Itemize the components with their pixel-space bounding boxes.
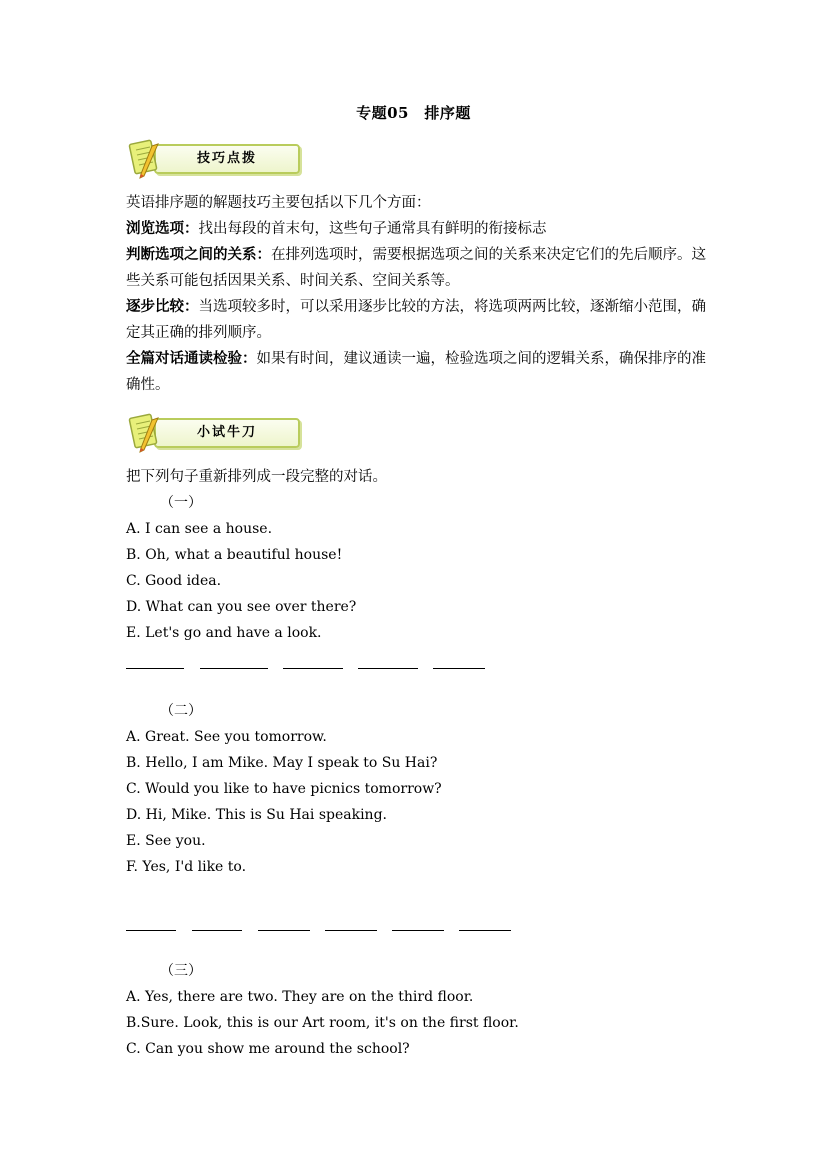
- tips-intro: 英语排序题的解题技巧主要包括以下几个方面：: [126, 195, 431, 211]
- answer-blank[interactable]: [433, 656, 485, 669]
- answer-blank[interactable]: [283, 656, 343, 669]
- section-banner-tips: [128, 136, 300, 180]
- option-item: B. Hello, I am Mike. May I speak to Su Hai?: [126, 755, 438, 771]
- group-heading: （二）: [160, 703, 202, 719]
- option-item: A. Yes, there are two. They are on the third floor.: [126, 989, 474, 1005]
- notepad-pencil-icon: [128, 410, 168, 456]
- banner-box: [154, 144, 300, 174]
- option-item: B. Oh, what a beautiful house!: [126, 547, 343, 563]
- tip-text: 当选项较多时，可以采用逐步比较的方法，将选项两两比较，逐渐缩小范围，确定其正确的排列顺序。: [126, 299, 706, 341]
- group-heading: （一）: [160, 495, 202, 511]
- tip-text: 找出每段的首末句，这些句子通常具有鲜明的衔接标志: [198, 221, 547, 237]
- option-item: D. What can you see over there?: [126, 599, 357, 615]
- question-group-2: [126, 698, 706, 880]
- tip-item: [126, 346, 706, 398]
- option-item: C. Would you like to have picnics tomorrow?: [126, 781, 442, 797]
- answer-blank[interactable]: [258, 918, 310, 931]
- option-item: A. I can see a house.: [126, 521, 273, 537]
- instruction-text: 把下列句子重新排列成一段完整的对话。: [126, 469, 387, 485]
- answer-blank[interactable]: [459, 918, 511, 931]
- answer-blank[interactable]: [192, 918, 242, 931]
- option-item: C. Good idea.: [126, 573, 222, 589]
- answer-blank[interactable]: [126, 918, 176, 931]
- answer-blank[interactable]: [126, 656, 184, 669]
- option-item: B.Sure. Look, this is our Art room, it's on the first floor.: [126, 1015, 519, 1031]
- banner-label: 技巧点拨: [196, 151, 257, 166]
- tips-content: [126, 190, 706, 398]
- tip-term: 逐步比较：: [126, 298, 199, 315]
- practice-instruction: [126, 464, 706, 490]
- notepad-pencil-icon: [128, 136, 168, 182]
- option-item: D. Hi, Mike. This is Su Hai speaking.: [126, 807, 387, 823]
- question-group-1: [126, 490, 706, 646]
- tip-term: 全篇对话通读检验：: [126, 350, 257, 367]
- section-banner-practice: [128, 410, 300, 454]
- answer-blank[interactable]: [200, 656, 268, 669]
- tip-item: [126, 294, 706, 346]
- tip-text: 在排列选项时，需要根据选项之间的关系来决定它们的先后顺序。这些关系可能包括因果关系、时间关系、空间关系等。: [126, 247, 706, 289]
- answer-blank[interactable]: [325, 918, 377, 931]
- tip-text: 如果有时间，建议通读一遍，检验选项之间的逻辑关系，确保排序的准确性。: [126, 351, 706, 393]
- option-item: F. Yes, I'd like to.: [126, 859, 247, 875]
- answer-blank[interactable]: [358, 656, 418, 669]
- group-heading: （三）: [160, 963, 202, 979]
- tip-term: 判断选项之间的关系：: [126, 246, 271, 263]
- option-item: C. Can you show me around the school?: [126, 1041, 410, 1057]
- option-item: E. Let's go and have a look.: [126, 625, 322, 641]
- question-group-3: [126, 958, 706, 1062]
- tip-term: 浏览选项：: [126, 220, 199, 237]
- page-title: 专题05 排序题: [356, 104, 471, 122]
- option-item: A. Great. See you tomorrow.: [126, 729, 327, 745]
- answer-blank[interactable]: [392, 918, 444, 931]
- banner-box: [154, 418, 300, 448]
- tip-item: [126, 216, 706, 242]
- banner-label: 小试牛刀: [196, 425, 257, 440]
- tip-item: [126, 242, 706, 294]
- option-item: E. See you.: [126, 833, 206, 849]
